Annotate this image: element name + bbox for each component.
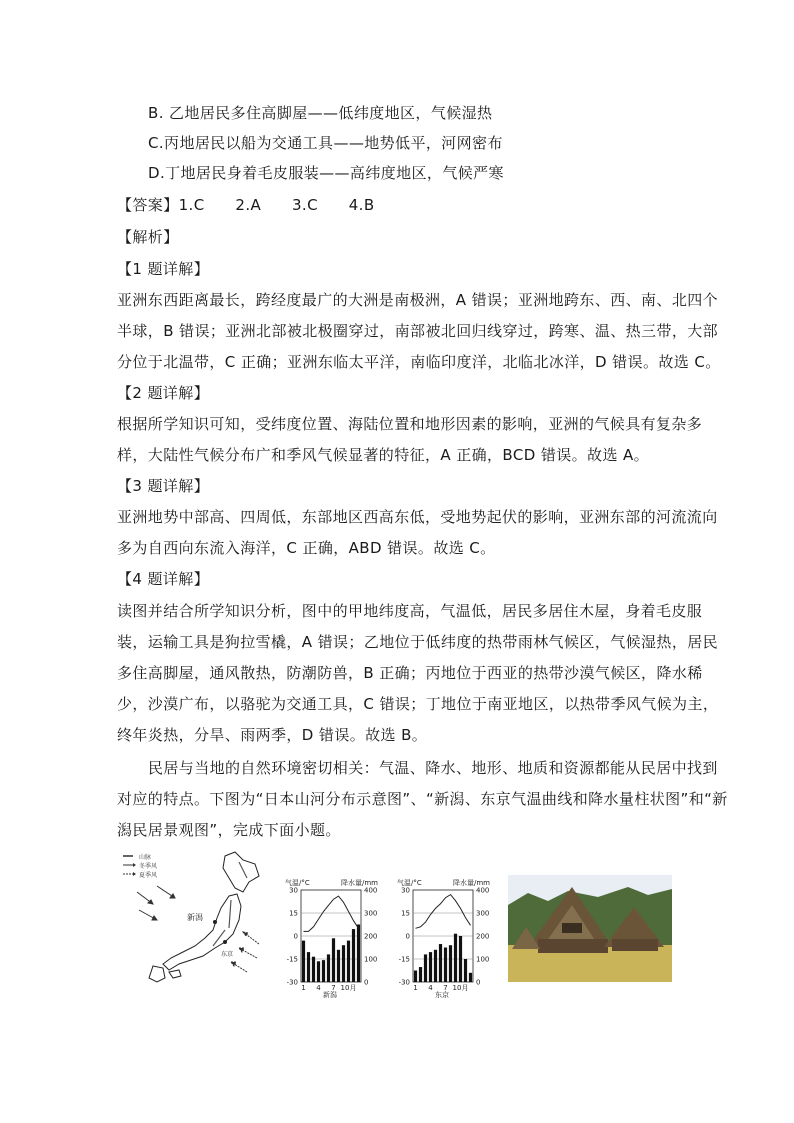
precip-bar xyxy=(342,945,345,982)
precip-bar xyxy=(429,952,432,982)
month-tick-label: 10月 xyxy=(340,984,357,992)
intro-line: 潟民居景观图”，完成下面小题。 xyxy=(117,821,341,839)
right-tick-label: 100 xyxy=(476,955,490,964)
tokyo-label: 东京 xyxy=(221,951,234,958)
niigata-label: 新潟 xyxy=(187,913,203,922)
niigata-dot-icon xyxy=(213,920,217,924)
precip-bar xyxy=(464,959,467,982)
precip-bar xyxy=(332,938,335,982)
month-tick-label: 1 xyxy=(413,984,418,992)
right-tick-label: 200 xyxy=(476,932,490,941)
right-tick-label: 100 xyxy=(364,955,378,964)
map-legend xyxy=(123,853,157,879)
month-tick-label: 1 xyxy=(301,984,306,992)
right-axis-label: 降水量/mm xyxy=(453,879,490,887)
temperature-curve xyxy=(304,896,359,931)
intro-line: 民居与当地的自然环境密切相关：气温、降水、地形、地质和资源都能从民居中找到 xyxy=(148,759,718,777)
window xyxy=(562,923,582,933)
precip-bar xyxy=(357,925,360,983)
left-tick-label: -30 xyxy=(286,978,298,987)
japan-outline xyxy=(149,852,259,982)
q4-line: 装，运输工具是狗拉雪橇，A 错误；乙地位于低纬度的热带雨林气候区，气候湿热，居民 xyxy=(117,633,719,651)
month-tick-label: 4 xyxy=(316,984,321,992)
q1-line: 分位于北温带，C 正确；亚洲东临太平洋，南临印度洋，北临北冰洋，D 错误。故选 C。 xyxy=(117,353,721,371)
month-tick-label: 7 xyxy=(331,984,336,992)
legend-winter-wind: 冬季风 xyxy=(139,863,158,870)
option-c: C.丙地居民以船为交通工具——地势低平，河网密布 xyxy=(148,134,503,152)
precip-bar xyxy=(322,960,325,982)
legend-mountain: 山脉 xyxy=(139,854,152,861)
right-tick-label: 0 xyxy=(364,978,369,987)
precip-bar xyxy=(449,945,452,982)
q2-line: 样，大陆性气候分布广和季风气候显著的特征，A 正确，BCD 错误。故选 A。 xyxy=(117,446,650,464)
precip-bar xyxy=(302,941,305,982)
left-tick-label: 15 xyxy=(289,909,298,918)
q2-heading: 【2 题详解】 xyxy=(117,384,210,402)
left-tick-label: -15 xyxy=(286,955,298,964)
q4-line: 多住高脚屋，通风散热，防潮防兽，B 正确；丙地位于西亚的热带沙漠气候区，降水稀 xyxy=(117,664,703,682)
q4-line: 少，沙漠广布，以骆驼为交通工具，C 错误；丁地位于南亚地区，以热带季风气候为主， xyxy=(117,695,719,713)
month-tick-label: 7 xyxy=(443,984,448,992)
precip-bar xyxy=(307,952,310,982)
option-d: D.丁地居民身着毛皮服装——高纬度地区，气候严寒 xyxy=(148,164,504,182)
precip-bar xyxy=(337,950,340,982)
chart-title: 东京 xyxy=(435,991,449,999)
winter-wind-arrows xyxy=(137,886,175,920)
precip-bar xyxy=(347,941,350,982)
left-axis-label: 气温/°C xyxy=(285,879,310,887)
q1-line: 半球，B 错误；亚洲北部被北极圈穿过，南部被北回归线穿过，跨寒、温、热三带，大部 xyxy=(117,322,719,340)
q3-line: 亚洲地势中部高、四周低，东部地区西高东低，受地势起伏的影响，亚洲东部的河流流向 xyxy=(117,508,718,526)
q2-line: 根据所学知识可知，受纬度位置、海陆位置和地形因素的影响，亚洲的气候具有复杂多 xyxy=(117,415,703,433)
temperature-curve xyxy=(416,895,471,929)
right-tick-label: 0 xyxy=(476,978,481,987)
left-tick-label: -15 xyxy=(398,955,410,964)
precip-bar xyxy=(434,950,437,982)
answer-line: 【答案】1.C 2.A 3.C 4.B xyxy=(117,196,375,214)
precip-bar xyxy=(419,967,422,982)
summer-wind-arrows xyxy=(231,932,259,972)
intro-line: 对应的特点。下图为“日本山河分布示意图”、“新潟、东京气温曲线和降水量柱状图”和“新 xyxy=(117,790,728,808)
left-tick-label: 0 xyxy=(293,932,298,941)
chart-title: 新潟 xyxy=(323,991,337,999)
precip-bar xyxy=(327,954,330,982)
precip-bar xyxy=(414,971,417,983)
q3-line: 多为自西向东流入海洋，C 正确，ABD 错误。故选 C。 xyxy=(117,539,496,557)
right-axis-label: 降水量/mm xyxy=(341,879,378,887)
climate-chart-tokyo xyxy=(389,876,507,1006)
option-b: B. 乙地居民多住高脚屋——低纬度地区，气候湿热 xyxy=(148,104,493,122)
q3-heading: 【3 题详解】 xyxy=(117,477,210,495)
right-tick-label: 300 xyxy=(364,909,378,918)
left-tick-label: 0 xyxy=(405,932,410,941)
mountain-ranges xyxy=(213,862,247,946)
climate-chart-niigata xyxy=(277,876,395,1006)
q1-line: 亚洲东西距离最长，跨经度最广的大洲是南极洲，A 错误；亚洲地跨东、西、南、北四个 xyxy=(117,291,719,309)
month-tick-label: 10月 xyxy=(452,984,469,992)
left-tick-label: 30 xyxy=(401,886,410,895)
niigata-house-photo xyxy=(508,875,672,982)
right-tick-label: 200 xyxy=(364,932,378,941)
q4-line: 终年炎热，分旱、雨两季，D 错误。故选 B。 xyxy=(117,726,428,744)
left-tick-label: -30 xyxy=(398,978,410,987)
precip-bar xyxy=(312,957,315,982)
legend-summer-wind: 夏季风 xyxy=(139,872,158,879)
right-tick-label: 400 xyxy=(476,886,490,895)
q4-line: 读图并结合所学知识分析，图中的甲地纬度高，气温低，居民多居住木屋，身着毛皮服 xyxy=(117,602,703,620)
left-tick-label: 15 xyxy=(401,909,410,918)
right-tick-label: 400 xyxy=(364,886,378,895)
precip-bar xyxy=(469,973,472,982)
left-axis-label: 气温/°C xyxy=(397,879,422,887)
precip-bar xyxy=(317,961,320,982)
main-house-wall xyxy=(538,939,608,953)
precip-bar xyxy=(459,936,462,982)
right-tick-label: 300 xyxy=(476,909,490,918)
q1-heading: 【1 题详解】 xyxy=(117,260,210,278)
precip-bar xyxy=(439,944,442,982)
left-tick-label: 30 xyxy=(289,886,298,895)
tokyo-dot-icon xyxy=(223,940,227,944)
q4-heading: 【4 题详解】 xyxy=(117,570,210,588)
analysis-heading: 【解析】 xyxy=(117,228,179,246)
precip-bar xyxy=(454,934,457,982)
figure-row xyxy=(117,848,677,998)
month-tick-label: 4 xyxy=(428,984,433,992)
precip-bar xyxy=(352,929,355,982)
japan-map xyxy=(117,848,277,988)
precip-bar xyxy=(444,948,447,983)
precip-bar xyxy=(424,954,427,982)
